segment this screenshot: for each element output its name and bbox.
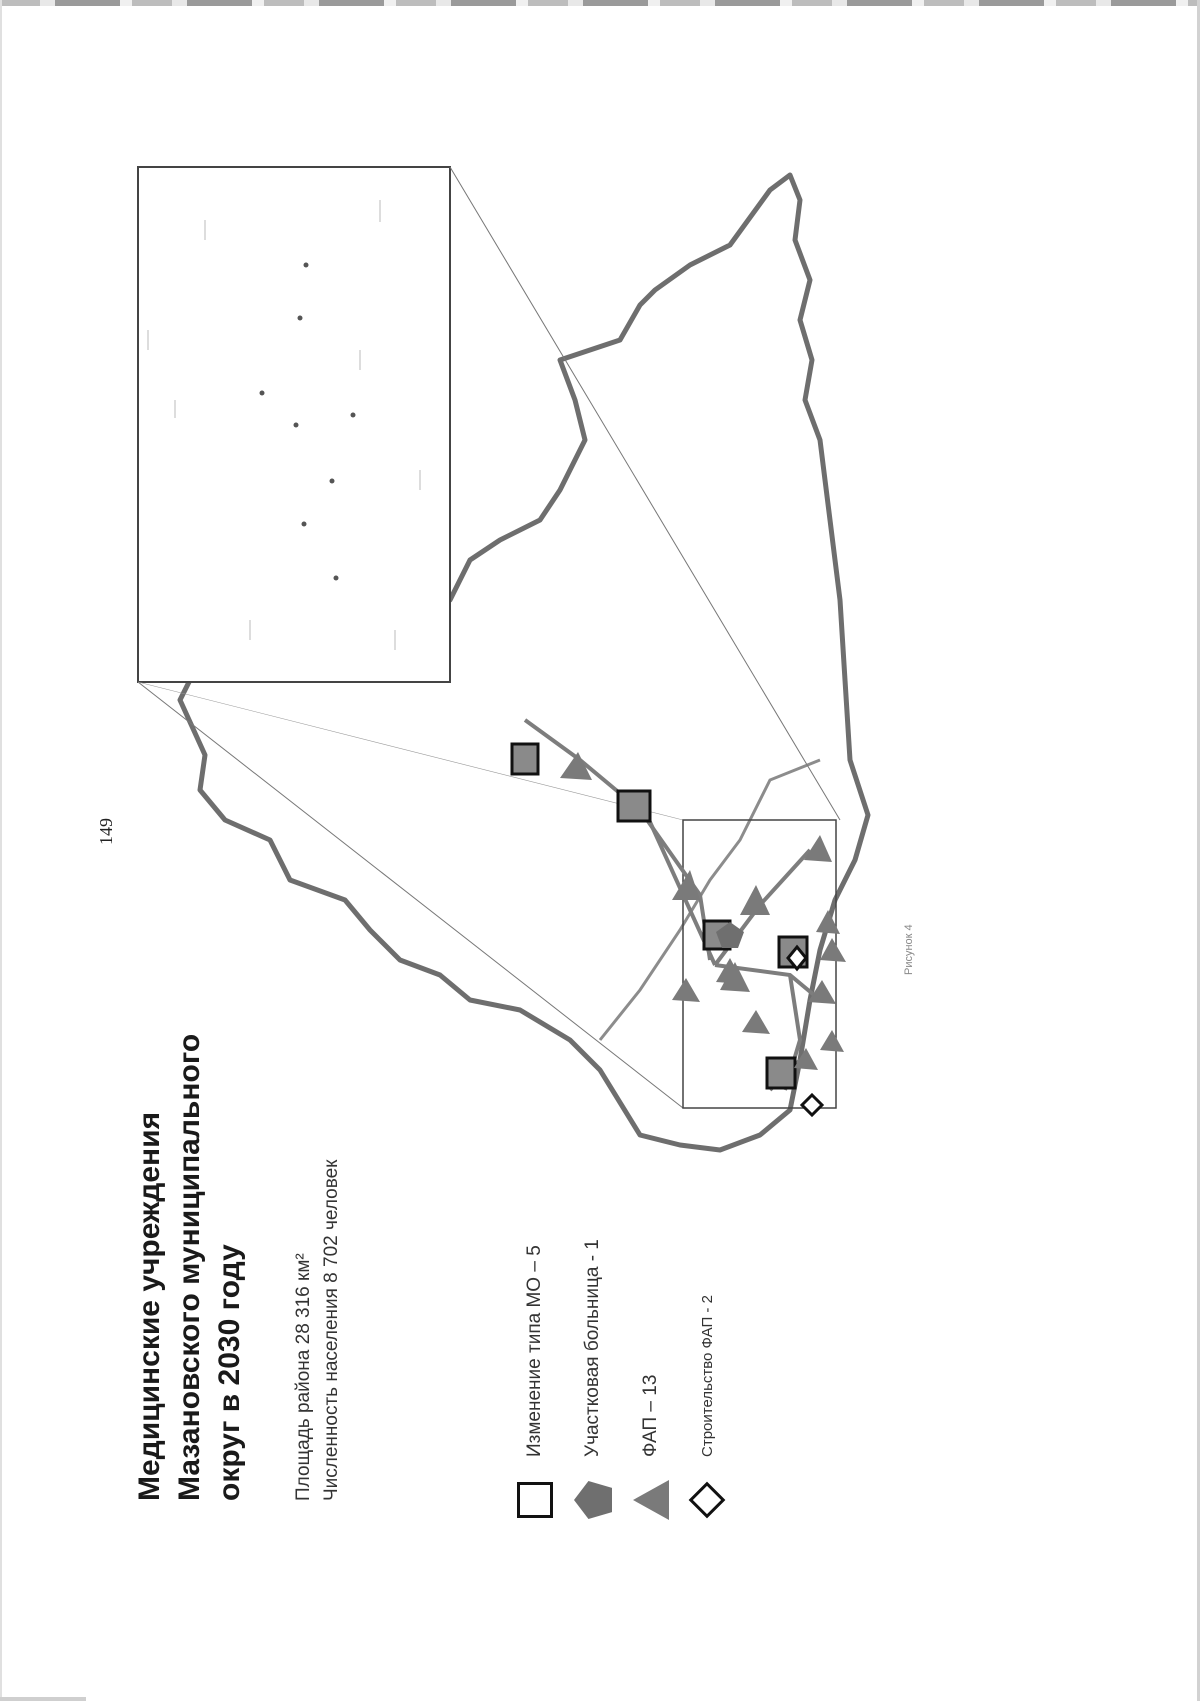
square-icon [514,1479,556,1521]
title-line: округ в 2030 году [213,1244,246,1501]
population-text: Численность населения 8 702 человек [321,1159,342,1501]
legend-label: Строительство ФАП - 2 [698,1295,716,1457]
title-line: Медицинские учреждения [133,1111,166,1501]
legend-label: Изменение типа МО – 5 [524,1245,545,1457]
legend-item-mo-type [510,821,560,1521]
area-text: Площадь района 28 316 км² [293,1253,314,1501]
pentagon-icon [572,1479,614,1521]
legend-item-fap [626,821,676,1521]
legend-item-fap-construction [682,821,732,1521]
figure-caption: Рисунок 4 [903,924,915,975]
triangle-icon [630,1479,672,1521]
page-number: 149 [96,818,116,845]
map-title [130,781,250,1501]
legend-item-hospital [568,821,618,1521]
title-line: Мазановского муниципального [173,1033,206,1501]
map-info [290,781,346,1501]
legend-label: ФАП – 13 [640,1374,661,1457]
legend-label: Участковая больница - 1 [582,1239,603,1457]
diamond-icon [686,1479,728,1521]
